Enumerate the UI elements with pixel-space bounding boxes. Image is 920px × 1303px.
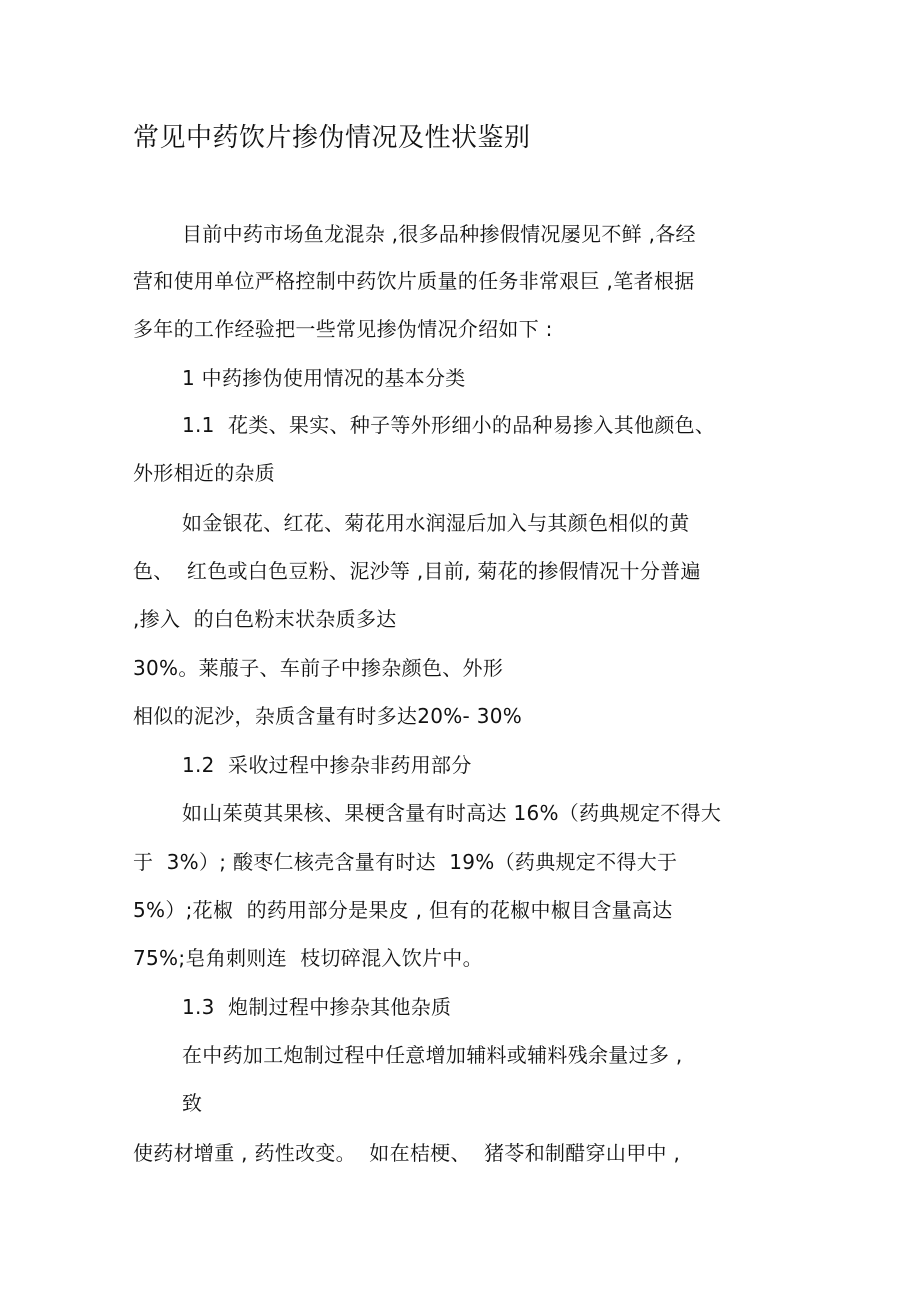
document-title: 常见中药饮片掺伪情况及性状鉴别 [133, 123, 531, 153]
paragraph-line: 如金银花、红花、菊花用水润湿后加入与其颜色相似的黄 [182, 511, 690, 535]
paragraph-line: 多年的工作经验把一些常见掺伪情况介绍如下 : [133, 317, 553, 341]
paragraph-line: 在中药加工炮制过程中任意增加辅料或辅料残余量过多 , [182, 1043, 683, 1067]
paragraph-line: 色、 红色或白色豆粉、泥沙等 ,目前, 菊花的掺假情况十分普遍 [133, 559, 701, 583]
paragraph-line: 目前中药市场鱼龙混杂 ,很多品种掺假情况屡见不鲜 ,各经 [182, 222, 696, 246]
paragraph-line: 如山茱萸其果核、果梗含量有时高达 16%（药典规定不得大 [182, 801, 722, 825]
subsection-heading-continuation: 外形相近的杂质 [133, 461, 276, 485]
paragraph-line: 于 3%）; 酸枣仁核壳含量有时达 19%（药典规定不得大于 [133, 850, 678, 874]
paragraph-line: 相似的泥沙，杂质含量有时多达20%- 30% [133, 704, 523, 728]
paragraph-line: ,掺入 的白色粉末状杂质多达 [133, 607, 397, 631]
subsection-heading: 1.2 采收过程中掺杂非药用部分 [182, 753, 472, 777]
paragraph-line: 营和使用单位严格控制中药饮片质量的任务非常艰巨 ,笔者根据 [133, 269, 695, 293]
paragraph-line: 30%。莱菔子、车前子中掺杂颜色、外形 [133, 656, 504, 680]
paragraph-line: 致 [182, 1091, 203, 1115]
paragraph-line: 使药材增重 , 药性改变。 如在桔梗、 猪苓和制醋穿山甲中 , [133, 1141, 681, 1165]
paragraph-line: 75%;皂角刺则连 枝切碎混入饮片中。 [133, 946, 483, 970]
section-heading: 1 中药掺伪使用情况的基本分类 [182, 366, 466, 390]
subsection-heading: 1.1 花类、果实、种子等外形细小的品种易掺入其他颜色、 [182, 413, 716, 437]
subsection-heading: 1.3 炮制过程中掺杂其他杂质 [182, 995, 452, 1019]
paragraph-line: 5%）;花椒 的药用部分是果皮 , 但有的花椒中椒目含量高达 [133, 898, 673, 922]
